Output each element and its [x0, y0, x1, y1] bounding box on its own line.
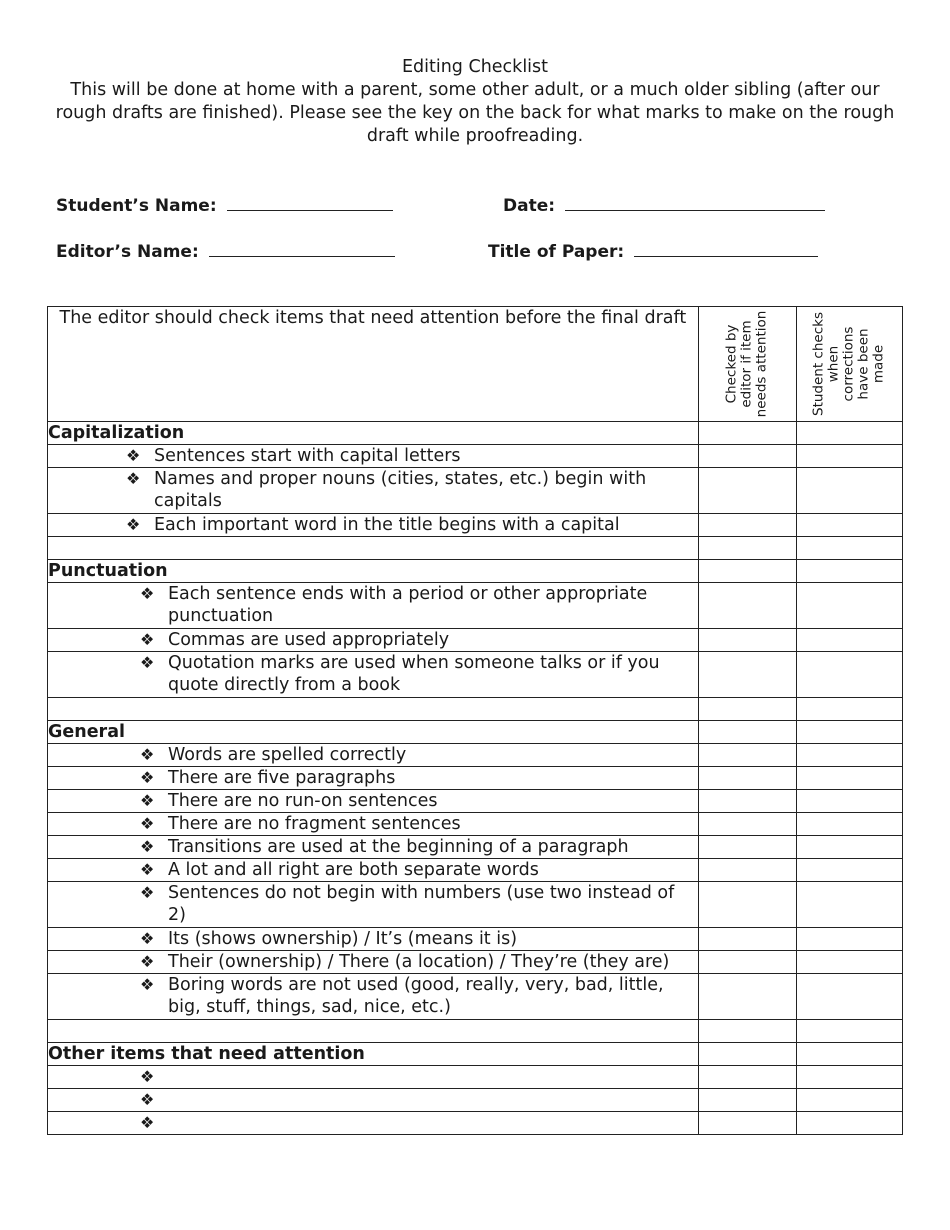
bullet-icon: ❖: [140, 653, 155, 672]
editor-name-label: Editor’s Name:: [56, 242, 199, 262]
bullet-icon: ❖: [140, 791, 155, 810]
bullet-icon: ❖: [140, 952, 155, 971]
editor-check-cell[interactable]: [698, 583, 796, 629]
bullet-icon: ❖: [140, 1067, 155, 1086]
table-row: [48, 652, 903, 698]
table-row: [48, 629, 903, 652]
student-column-header: [796, 307, 902, 422]
student-check-cell[interactable]: [796, 514, 902, 537]
date-blank[interactable]: [565, 194, 825, 211]
table-row: [48, 790, 903, 813]
blank-checklist-item[interactable]: [48, 1066, 699, 1089]
checklist-item: [48, 744, 699, 767]
student-check-cell[interactable]: [796, 744, 902, 767]
section-other: Other items that need attention: [48, 1043, 699, 1066]
bullet-icon: ❖: [140, 1090, 155, 1109]
blank-checklist-item[interactable]: [48, 1089, 699, 1112]
item-text: Each sentence ends with a period or other appropriate punctuation: [168, 584, 648, 626]
document-header: [0, 56, 950, 148]
student-check-cell[interactable]: [796, 882, 902, 928]
student-check-cell[interactable]: [796, 422, 902, 445]
empty-cell: [48, 537, 699, 560]
editor-check-cell[interactable]: [698, 928, 796, 951]
checklist-item: [48, 767, 699, 790]
student-check-cell[interactable]: [796, 928, 902, 951]
student-check-cell[interactable]: [796, 560, 902, 583]
editor-check-cell[interactable]: [698, 1020, 796, 1043]
item-text: Boring words are not used (good, really, very, bad, little, big, stuff, things, sad, nice, etc.): [168, 975, 664, 1017]
student-check-cell[interactable]: [796, 1089, 902, 1112]
editor-check-cell[interactable]: [698, 560, 796, 583]
editor-check-cell[interactable]: [698, 1112, 796, 1135]
student-check-cell[interactable]: [796, 721, 902, 744]
blank-checklist-item[interactable]: [48, 1112, 699, 1135]
checklist-item: [48, 468, 699, 514]
table-row: [48, 836, 903, 859]
checklist-item: [48, 974, 699, 1020]
student-name-label: Student’s Name:: [56, 196, 217, 216]
checklist-item: [48, 445, 699, 468]
bullet-icon: ❖: [140, 837, 155, 856]
checklist-item: [48, 859, 699, 882]
checklist-item: [48, 928, 699, 951]
title-of-paper-blank[interactable]: [634, 240, 818, 257]
checklist-item: [48, 790, 699, 813]
section-punctuation: Punctuation: [48, 560, 699, 583]
student-check-cell[interactable]: [796, 698, 902, 721]
item-text: Sentences do not begin with numbers (use two instead of 2): [168, 883, 675, 925]
bullet-icon: ❖: [140, 883, 155, 902]
student-check-cell[interactable]: [796, 583, 902, 629]
bullet-icon: ❖: [140, 630, 155, 649]
student-check-cell[interactable]: [796, 813, 902, 836]
table-row: [48, 951, 903, 974]
instruction-cell: The editor should check items that need attention before the final draft: [48, 307, 699, 422]
bullet-icon: ❖: [140, 814, 155, 833]
table-row: [48, 859, 903, 882]
editor-check-cell[interactable]: [698, 744, 796, 767]
section-general: General: [48, 721, 699, 744]
student-column-label: Student checks when corrections have been made: [810, 312, 887, 416]
empty-cell: [48, 1020, 699, 1043]
editor-check-cell[interactable]: [698, 813, 796, 836]
checklist-item: [48, 813, 699, 836]
editor-check-cell[interactable]: [698, 629, 796, 652]
item-text: Words are spelled correctly: [168, 745, 407, 765]
checklist-item: [48, 514, 699, 537]
student-check-cell[interactable]: [796, 652, 902, 698]
student-check-cell[interactable]: [796, 468, 902, 514]
bullet-icon: ❖: [126, 446, 141, 465]
table-header-row: [48, 307, 903, 422]
editor-check-cell[interactable]: [698, 951, 796, 974]
editor-check-cell[interactable]: [698, 836, 796, 859]
empty-cell: [48, 698, 699, 721]
bullet-icon: ❖: [140, 745, 155, 764]
editor-check-cell[interactable]: [698, 537, 796, 560]
item-text: There are no fragment sentences: [168, 814, 461, 834]
editor-check-cell[interactable]: [698, 790, 796, 813]
editor-check-cell[interactable]: [698, 721, 796, 744]
section-row: [48, 560, 903, 583]
item-text: There are five paragraphs: [168, 768, 396, 788]
bullet-icon: ❖: [140, 929, 155, 948]
student-check-cell[interactable]: [796, 951, 902, 974]
student-check-cell[interactable]: [796, 537, 902, 560]
checklist-item: [48, 629, 699, 652]
editor-column-label: Checked by editor if item needs attention: [723, 310, 770, 418]
bullet-icon: ❖: [140, 975, 155, 994]
checklist-item: [48, 836, 699, 859]
student-check-cell[interactable]: [796, 836, 902, 859]
title-of-paper-label: Title of Paper:: [488, 242, 625, 262]
student-check-cell[interactable]: [796, 1112, 902, 1135]
title-of-paper-field: [488, 240, 818, 262]
editor-check-cell[interactable]: [698, 422, 796, 445]
editor-check-cell[interactable]: [698, 767, 796, 790]
section-row: [48, 422, 903, 445]
document-title: Editing Checklist: [401, 57, 549, 77]
student-check-cell[interactable]: [796, 1066, 902, 1089]
bullet-icon: ❖: [140, 768, 155, 787]
table-row: [48, 1112, 903, 1135]
editor-check-cell[interactable]: [698, 445, 796, 468]
item-text: A lot and all right are both separate words: [168, 860, 539, 880]
editor-check-cell[interactable]: [698, 698, 796, 721]
editor-name-field: [56, 240, 395, 262]
section-capitalization: Capitalization: [48, 422, 699, 445]
editor-check-cell[interactable]: [698, 1089, 796, 1112]
section-row: [48, 1043, 903, 1066]
table-row: [48, 974, 903, 1020]
editor-check-cell[interactable]: [698, 882, 796, 928]
table-row: [48, 445, 903, 468]
editor-name-blank[interactable]: [209, 240, 395, 257]
date-label: Date:: [503, 196, 556, 216]
editor-check-cell[interactable]: [698, 974, 796, 1020]
editor-check-cell[interactable]: [698, 1043, 796, 1066]
item-text: Their (ownership) / There (a location) / They’re (they are): [168, 952, 670, 972]
student-check-cell[interactable]: [796, 767, 902, 790]
table-row: [48, 928, 903, 951]
item-text: Its (shows ownership) / It’s (means it is): [168, 929, 518, 949]
student-check-cell[interactable]: [796, 629, 902, 652]
bullet-icon: ❖: [126, 469, 141, 488]
table-row: [48, 767, 903, 790]
table-row: [48, 813, 903, 836]
student-check-cell[interactable]: [796, 859, 902, 882]
editing-checklist-table: [47, 306, 903, 1135]
table-row: [48, 1066, 903, 1089]
student-name-blank[interactable]: [227, 194, 393, 211]
editor-check-cell[interactable]: [698, 514, 796, 537]
bullet-icon: ❖: [140, 1113, 155, 1132]
item-text: Names and proper nouns (cities, states, etc.) begin with capitals: [154, 469, 647, 511]
table-row: [48, 583, 903, 629]
item-text: There are no run-on sentences: [168, 791, 438, 811]
bullet-icon: ❖: [140, 860, 155, 879]
editor-column-header: [698, 307, 796, 422]
checklist-item: [48, 951, 699, 974]
item-text: Commas are used appropriately: [168, 630, 450, 650]
spacer-row: [48, 537, 903, 560]
student-check-cell[interactable]: [796, 1043, 902, 1066]
intro-paragraph: This will be done at home with a parent, some other adult, or a much older sibling (after our rough drafts are finished). Please see the key on the back for what marks to make on the rough draft while proofreading.: [55, 80, 895, 146]
spacer-row: [48, 1020, 903, 1043]
editor-check-cell[interactable]: [698, 1066, 796, 1089]
editor-check-cell[interactable]: [698, 468, 796, 514]
bullet-icon: ❖: [140, 584, 155, 603]
student-check-cell[interactable]: [796, 974, 902, 1020]
spacer-row: [48, 698, 903, 721]
student-check-cell[interactable]: [796, 1020, 902, 1043]
item-text: Transitions are used at the beginning of a paragraph: [168, 837, 629, 857]
table-row: [48, 1089, 903, 1112]
checklist-item: [48, 583, 699, 629]
checklist-item: [48, 882, 699, 928]
date-field: [503, 194, 825, 216]
checklist-item: [48, 652, 699, 698]
student-check-cell[interactable]: [796, 445, 902, 468]
item-text: Sentences start with capital letters: [154, 446, 461, 466]
table-row: [48, 882, 903, 928]
item-text: Each important word in the title begins with a capital: [154, 515, 620, 535]
editor-check-cell[interactable]: [698, 652, 796, 698]
student-name-field: [56, 194, 393, 216]
table-row: [48, 514, 903, 537]
table-row: [48, 744, 903, 767]
item-text: Quotation marks are used when someone talks or if you quote directly from a book: [168, 653, 660, 695]
student-check-cell[interactable]: [796, 790, 902, 813]
bullet-icon: ❖: [126, 515, 141, 534]
section-row: [48, 721, 903, 744]
table-row: [48, 468, 903, 514]
editor-check-cell[interactable]: [698, 859, 796, 882]
